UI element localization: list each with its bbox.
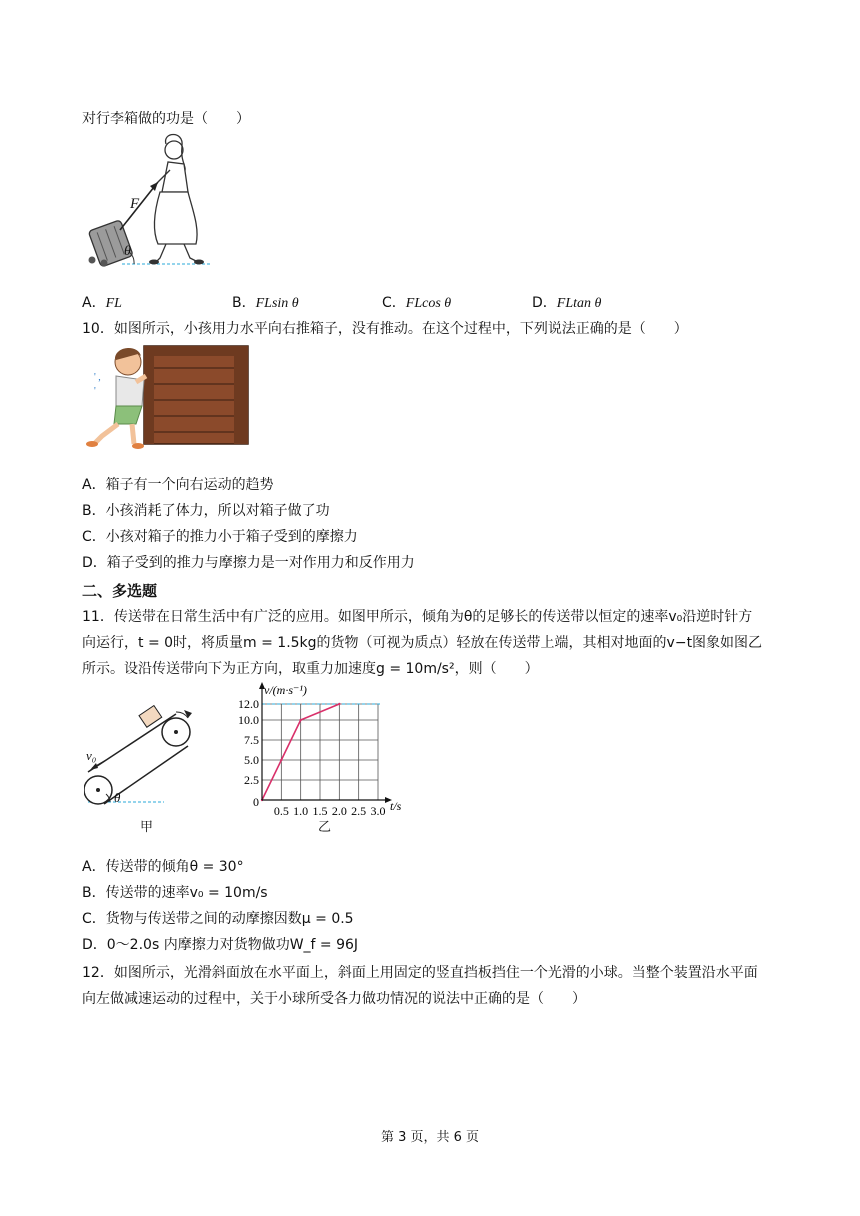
q12-stem-line1: 12．如图所示，光滑斜面放在水平面上，斜面上用固定的竖直挡板挡住一个光滑的小球。当整个装置沿水平面: [82, 965, 758, 981]
page-footer: 第 3 页，共 6 页: [380, 1130, 480, 1145]
q9-force-label: F: [130, 196, 140, 212]
svg-text:': ': [94, 386, 96, 397]
data-point: [299, 719, 301, 721]
q10-option-a: A．箱子有一个向右运动的趋势: [82, 477, 274, 493]
q10-stem: 10．如图所示，小孩用力水平向右推箱子，没有推动。在这个过程中，下列说法正确的是（ ）: [82, 321, 688, 337]
q11-option-b: B．传送带的速率v₀ = 10m/s: [82, 885, 268, 901]
chart-y-axis-label: v/(m·s⁻¹): [264, 683, 307, 697]
x-tick-label: 1.0: [293, 804, 309, 818]
chart-grid: [262, 704, 378, 800]
x-tick-label: 2.0: [331, 804, 347, 818]
y-tick-label: 12.0: [238, 697, 259, 711]
q11-stem-line1: 11．传送带在日常生活中有广泛的应用。如图甲所示，倾角为θ的足够长的传送带以恒定的速率v₀沿逆时针方: [82, 609, 753, 625]
x-tick-label: 0.5: [273, 804, 289, 818]
x-tick-label: 1.5: [312, 804, 328, 818]
q12-stem-line2: 向左做减速运动的过程中，关于小球所受各力做功情况的说法中正确的是（ ）: [82, 991, 586, 1007]
conveyor-theta-label: θ: [114, 790, 121, 805]
conveyor-v0-label: v₀: [86, 748, 97, 763]
q9-stem-tail: 对行李箱做的功是（ ）: [82, 111, 250, 127]
q9-option-c: C．FLcos θ: [382, 295, 452, 311]
y-tick-label: 5.0: [244, 753, 259, 767]
data-point: [280, 759, 282, 761]
chart-origin-label: 0: [253, 795, 259, 809]
q9-angle-label: θ: [124, 244, 131, 259]
chart-axes: [259, 682, 392, 803]
chart-caption: 乙: [318, 820, 332, 835]
q9-option-d: D．FLtan θ: [532, 295, 602, 311]
y-tick-label: 7.5: [244, 733, 259, 747]
q10-figure-child-crate: [86, 340, 254, 450]
chart-x-axis-label: t/s: [390, 799, 402, 813]
x-tick-label: 3.0: [370, 804, 386, 818]
q11-option-a: A．传送带的倾角θ = 30°: [82, 859, 244, 875]
q9-option-b: B．FLsin θ: [232, 295, 299, 311]
q9-figure-woman-suitcase: [84, 132, 214, 272]
q11-stem-line3: 所示。设沿传送带向下为正方向，取重力加速度g = 10m/s²，则（ ）: [82, 661, 539, 677]
conveyor-caption: 甲: [140, 820, 154, 835]
section-title: 二、多选题: [82, 582, 158, 600]
data-point: [338, 703, 340, 705]
q11-option-d: D．0～2.0s 内摩擦力对货物做功W_f = 96J: [82, 937, 359, 953]
q11-stem-line2: 向运行，t = 0时，将质量m = 1.5kg的货物（可视为质点）轻放在传送带上端，其相对地面的v−t图象如图乙: [82, 635, 763, 651]
y-tick-label: 2.5: [244, 773, 259, 787]
q10-option-b: B．小孩消耗了体力，所以对箱子做了功: [82, 503, 330, 519]
y-tick-label: 10.0: [238, 713, 259, 727]
q10-option-d: D．箱子受到的推力与摩擦力是一对作用力和反作用力: [82, 555, 415, 571]
svg-text:' ,: ' ,: [94, 372, 101, 383]
x-tick-label: 2.5: [351, 804, 367, 818]
q9-option-a: A．FL: [82, 295, 122, 311]
vt-chart: [232, 678, 412, 836]
q11-figure-conveyor: [84, 704, 204, 814]
q11-option-c: C．货物与传送带之间的动摩擦因数μ = 0.5: [82, 911, 354, 927]
q10-option-c: C．小孩对箱子的推力小于箱子受到的摩擦力: [82, 529, 358, 545]
